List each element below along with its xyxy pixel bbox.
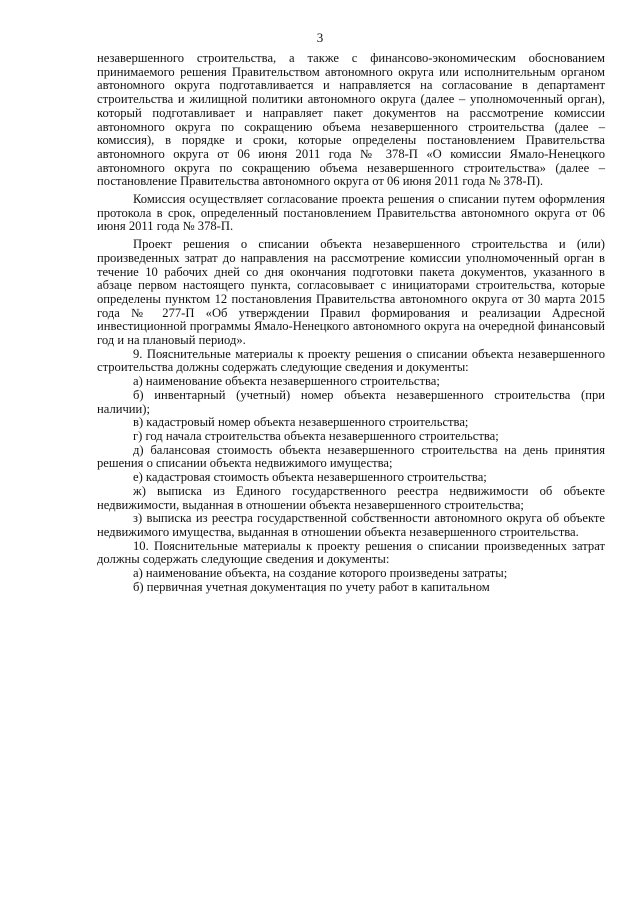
list-item-9b: б) инвентарный (учетный) номер объекта незавершенного строительства (при наличии);	[97, 387, 605, 416]
list-item-9g: г) год начала строительства объекта незавершенного строительства;	[133, 428, 499, 443]
paragraph-commission: Комиссия осуществляет согласование проекта решения о списании путем оформления протокола в срок, определенный постановлением Правительства автономного округа от 06 июня 2011 года № 378-П.	[97, 192, 605, 234]
list-item-9a: а) наименование объекта незавершенного строительства;	[133, 374, 440, 389]
list-item-10b: б) первичная учетная документация по учету работ в капитальном	[133, 579, 490, 594]
page-number: 3	[316, 30, 324, 45]
list-item-9v: в) кадастровый номер объекта незавершенного строительства;	[133, 415, 469, 430]
list-item-9zh: ж) выписка из Единого государственного реестра недвижимости об объекте недвижимости, выданная в отношении объекта незавершенного строительства;	[97, 483, 605, 512]
list-item-10a: а) наименование объекта, на создание которого произведены затраты;	[133, 566, 508, 581]
document-body	[97, 52, 605, 594]
list-item-9e: е) кадастровая стоимость объекта незавершенного строительства;	[133, 470, 487, 485]
paragraph-item-10: 10. Пояснительные материалы к проекту решения о списании произведенных затрат должны содержать следующие сведения и документы:	[97, 538, 605, 567]
list-item-9d: д) балансовая стоимость объекта незавершенного строительства на день принятия решения о списании объекта недвижимого имущества;	[97, 442, 605, 471]
paragraph-continuation: незавершенного строительства, а также с финансово-экономическим обоснованием принимаемого решения Правительством автономного округа или исполнительным органом автономного округа подготавливается и направляется на согласование в департамент строительства и жилищной политики автономного округа (далее – уполномоченный орган), который подготавливает и направляет пакет документов на рассмотрение комиссии автономного округа по сокращению объема незавершенного строительства (далее – комиссия), в порядке и сроки, которые определены постановлением Правительства автономного округа от 06 июня 2011 года № 378-П «О комиссии Ямало-Ненецкого автономного округа по сокращению объема незавершенного строительства» (далее – постановление Правительства автономного округа от 06 июня 2011 года № 378-П).	[97, 51, 605, 189]
paragraph-draft-decision: Проект решения о списании объекта незавершенного строительства и (или) произведенных затрат до направления на рассмотрение комиссии уполномоченный орган в течение 10 рабочих дней со дня окончания подготовки пакета документов, указанного в абзаце первом настоящего пункта, согласовывает с инициаторами строительства, которые определены пунктом 12 постановления Правительства автономного округа от 30 марта 2015 года № 277-П «Об утверждении Правил формирования и реализации Адресной инвестиционной программы Ямало-Ненецкого автономного округа на очередной финансовый год и на плановый период».	[97, 237, 605, 348]
paragraph-item-9: 9. Пояснительные материалы к проекту решения о списании объекта незавершенного строительства должны содержать следующие сведения и документы:	[97, 346, 605, 375]
list-item-9z: з) выписка из реестра государственной собственности автономного округа об объекте недвижимого имущества, выданная в отношении объекта незавершенного строительства.	[97, 511, 605, 539]
